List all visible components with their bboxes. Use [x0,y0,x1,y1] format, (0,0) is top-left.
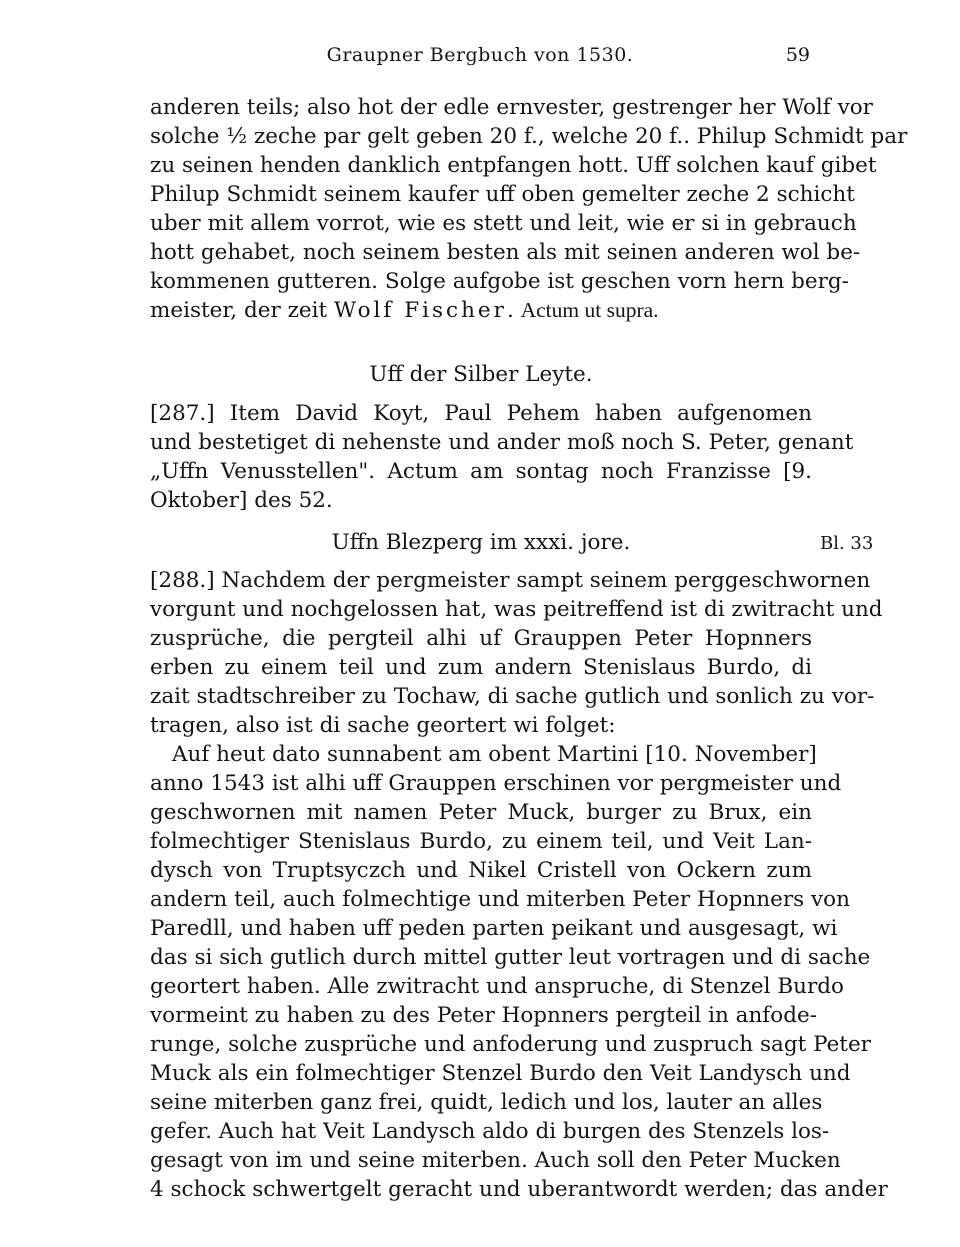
text-line: zu seinen henden danklich entpfangen hott. Uff solchen kauf gibet [150,153,877,178]
latin-phrase: Actum ut supra. [520,298,659,322]
text-line: Philup Schmidt seinem kaufer uff oben gemelter zeche 2 schicht [150,182,855,207]
text-line: und bestetiget di nehenste und ander moß noch S. Peter, genant [150,430,854,455]
text-line: anderen teils; also hot der edle ernvester, gestrenger her Wolf vor [150,95,873,120]
continuation-paragraph [150,93,908,325]
margin-folio-note: Bl. 33 [820,533,874,554]
text-line: [288.] Nachdem der pergmeister sampt seinem perggeschwornen [150,568,871,593]
text-line: zait stadtschreiber zu Tochaw, di sache gutlich und sonlich zu vor- [150,684,875,709]
entry-288 [150,566,883,740]
text-line: das si sich gutlich durch mittel gutter leut vortragen und di sache [150,945,871,970]
text-line: gefer. Auch hat Veit Landysch aldo di burgen des Stenzels los- [150,1119,830,1144]
text-line: zusprüche, die pergteil alhi uf Grauppen Peter Hopnners [150,626,812,651]
text-line: vorgunt und nochgelossen hat, was peitreffend ist di zwitracht und [150,597,883,622]
text-line: hott gehabet, noch seinem besten als mit seinen anderen wol be- [150,240,861,265]
text-line: folmechtiger Stenislaus Burdo, zu einem teil, und Veit Lan- [150,829,812,854]
text-fragment: meister, der zeit [150,298,334,323]
entry-288-continued-paragraph [150,740,888,1204]
text-line: kommenen gutteren. Solge aufgobe ist geschen vorn hern berg- [150,269,849,294]
page-number: 59 [785,44,810,66]
text-line: seine miterben ganz frei, quidt, ledich und los, lauter an alles [150,1090,823,1115]
text-line: tragen, also ist di sache geortert wi folget: [150,713,616,738]
text-line: Auf heut dato sunnabent am obent Martini [10. November] [172,742,817,767]
section-heading-silber-leyte: Uff der Silber Leyte. [369,362,593,387]
text-line: dysch von Truptsyczch und Nikel Cristell von Ockern zum [150,858,812,883]
text-line: solche ½ zeche par gelt geben 20 f., welche 20 f.. Philup Schmidt par [150,124,908,149]
text-line: [287.] Item David Koyt, Paul Pehem haben aufgenomen [150,401,812,426]
text-line: „Uffn Venusstellen". Actum am sontag noch Franzisse [9. [150,459,812,484]
text-line: runge, solche zusprüche und anfoderung und zuspruch sagt Peter [150,1032,871,1057]
text-line: geschwornen mit namen Peter Muck, burger zu Brux, ein [150,800,812,825]
text-line: 4 schock schwertgelt geracht und uberantwordt werden; das ander [150,1177,888,1202]
text-fragment: . [506,298,521,323]
text-line: anno 1543 ist alhi uff Grauppen erschinen vor pergmeister und [150,771,842,796]
entry-287 [150,399,854,515]
text-line: vormeint zu haben zu des Peter Hopnners pergteil in anfode- [150,1003,817,1028]
section-heading-blezperg: Uffn Blezperg im xxxi. jore. [331,530,631,555]
text-line: erben zu einem teil und zum andern Stenislaus Burdo, di [150,655,812,680]
text-line: uber mit allem vorrot, wie es stett und leit, wie er si in gebrauch [150,211,857,236]
text-line: Paredll, und haben uff peden parten peikant und ausgesagt, wi [150,916,838,941]
running-header-title: Graupner Bergbuch von 1530. [326,44,634,66]
text-line: andern teil, auch folmechtige und miterben Peter Hopnners von [150,887,850,912]
spaced-name: Wolf Fischer [333,298,507,323]
text-line: gesagt von im und seine miterben. Auch soll den Peter Mucken [150,1148,841,1173]
text-line: geortert haben. Alle zwitracht und anspruche, di Stenzel Burdo [150,974,844,999]
text-line: Oktober] des 52. [150,488,333,513]
text-line-last [150,296,812,325]
text-line: Muck als ein folmechtiger Stenzel Burdo den Veit Landysch und [150,1061,851,1086]
